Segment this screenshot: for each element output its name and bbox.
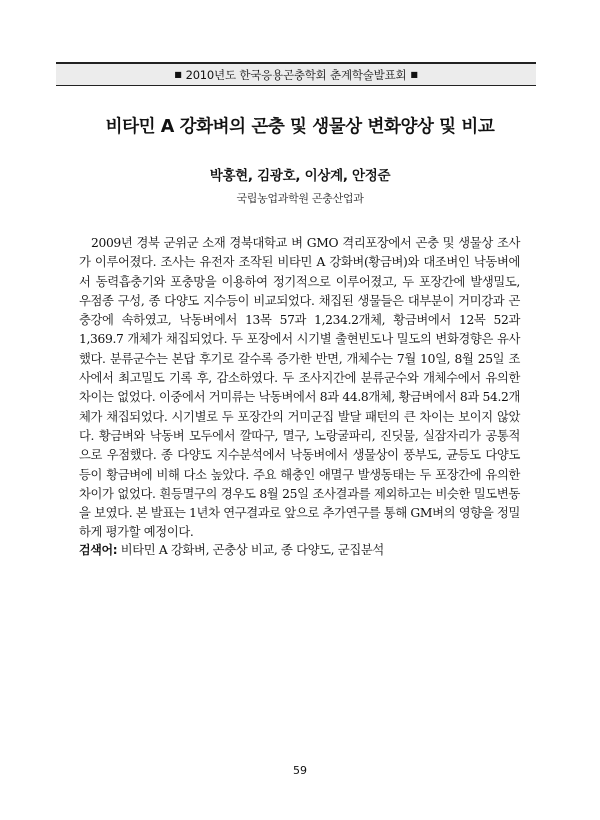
keywords-line <box>79 540 520 558</box>
square-bullet-icon: ■ <box>410 70 418 79</box>
affiliation: 국립농업과학원 곤충산업과 <box>236 192 364 205</box>
keywords-label: 검색어: <box>79 543 118 557</box>
conference-title: 2010년도 한국응용곤충학회 춘계학술발표회 <box>185 67 407 82</box>
paper-title: 비타민 A 강화벼의 곤충 및 생물상 변화양상 및 비교 <box>105 117 495 137</box>
page-number: 59 <box>293 764 307 777</box>
author-list: 박홍현, 김광호, 이상계, 안정준 <box>209 168 391 184</box>
abstract-body: 2009년 경북 군위군 소재 경북대학교 벼 GMO 격리포장에서 곤충 및 생물상 조사가 이루어졌다. 조사는 유전자 조작된 비타민 A 강화벼(황금벼)와 대조벼인 낙동벼에서 동력흡충기와 포충망을 이용하여 정기적으로 이루어졌고, 두 포장간에 발생밀도, 우점종 구성, 종 다양도 지수등이 비교되었다. 채집된 생물들은 대부분이 거미강과 곤충강에 속하였고, 낙동벼에서 13목 57과 1,234.2개체, 황금벼에서 12목 52과 1,369.7 개체가 채집되었다. 두 포장에서 시기별 출현빈도나 밀도의 변화경향은 유사했다. 분류군수는 본답 후기로 갈수록 증가한 반면, 개체수는 7월 10일, 8월 25일 조사에서 최고밀도 기록 후, 감소하였다. 두 조사지간에 분류군수와 개체수에서 유의한 차이는 없었다. 이중에서 거미류는 낙동벼에서 8과 44.8개체, 황금벼에서 8과 54.2개체가 채집되었다. 시기별로 두 포장간의 거미군집 발달 패턴의 큰 차이는 보이지 않았다. 황금벼와 낙동벼 모두에서 깔따구, 멸구, 노랑굴파리, 진딧물, 실잠자리가 공통적으로 우점했다. 종 다양도 지수분석에서 낙동벼에서 생물상이 풍부도, 균등도 다양도등이 황금벼에 비해 다소 높았다. 주요 해충인 애멸구 발생동태는 두 포장간에 유의한 차이가 없었다. 흰등멸구의 경우도 8월 25일 조사결과를 제외하고는 비슷한 밀도변동을 보였다. 본 발표는 1년차 연구결과로 앞으로 추가연구를 통해 GM벼의 영향을 정밀하게 평가할 예정이다. <box>79 236 520 540</box>
keywords-text: 비타민 A 강화벼, 곤충상 비교, 종 다양도, 군집분석 <box>117 543 384 557</box>
conference-header <box>56 62 536 86</box>
square-bullet-icon: ■ <box>174 70 182 79</box>
